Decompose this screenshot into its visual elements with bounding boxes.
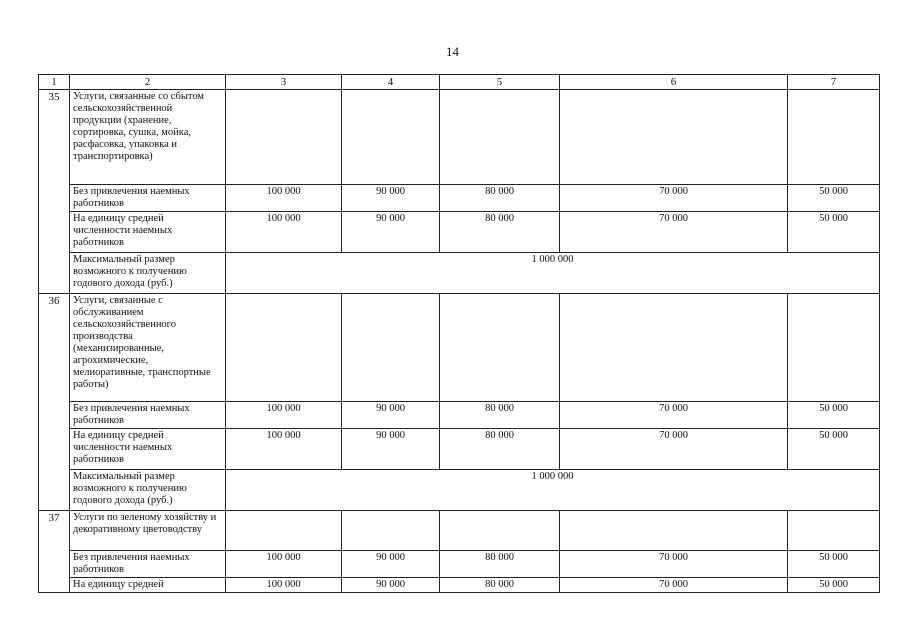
value-cell: 100 000	[226, 402, 342, 429]
value-cell: 90 000	[342, 212, 440, 253]
value-cell: 80 000	[440, 402, 560, 429]
max-income-label: Максимальный размер возможного к получению годового дохода (руб.)	[70, 470, 226, 511]
empty-cell	[560, 90, 788, 185]
table-row	[39, 470, 880, 511]
table-row	[39, 185, 880, 212]
value-cell: 90 000	[342, 551, 440, 578]
table-row	[39, 402, 880, 429]
empty-cell	[226, 90, 342, 185]
row-number: 35	[39, 90, 70, 294]
empty-cell	[788, 90, 880, 185]
value-cell: 100 000	[226, 212, 342, 253]
sub-label: Без привлечения наемных работников	[70, 185, 226, 212]
value-cell: 90 000	[342, 402, 440, 429]
value-cell: 50 000	[788, 551, 880, 578]
value-cell: 80 000	[440, 578, 560, 593]
empty-cell	[440, 511, 560, 551]
column-header: 5	[440, 75, 560, 90]
sub-label: На единицу средней	[70, 578, 226, 593]
table-row	[39, 578, 880, 593]
empty-cell	[226, 511, 342, 551]
table-row	[39, 429, 880, 470]
empty-cell	[226, 294, 342, 402]
value-cell: 80 000	[440, 429, 560, 470]
service-title: Услуги, связанные со сбытом сельскохозяйственной продукции (хранение, сортировка, сушка, мойка, расфасовка, упаковка и транспортировка)	[70, 90, 226, 185]
row-number: 37	[39, 511, 70, 593]
value-cell: 80 000	[440, 185, 560, 212]
value-cell: 80 000	[440, 212, 560, 253]
value-cell: 50 000	[788, 429, 880, 470]
column-header: 4	[342, 75, 440, 90]
sub-label: На единицу средней численности наемных работников	[70, 212, 226, 253]
empty-cell	[342, 90, 440, 185]
table-row	[39, 511, 880, 551]
value-cell: 50 000	[788, 402, 880, 429]
empty-cell	[440, 294, 560, 402]
column-header: 2	[70, 75, 226, 90]
empty-cell	[788, 511, 880, 551]
value-cell: 100 000	[226, 578, 342, 593]
service-title: Услуги по зеленому хозяйству и декоративному цветоводству	[70, 511, 226, 551]
service-title: Услуги, связанные с обслуживанием сельскохозяйственного производства (механизированные, агрохимические, мелиоративные, транспортные работы)	[70, 294, 226, 402]
value-cell: 100 000	[226, 551, 342, 578]
value-cell: 70 000	[560, 212, 788, 253]
table-row	[39, 90, 880, 185]
value-cell: 100 000	[226, 185, 342, 212]
table-row	[39, 253, 880, 294]
empty-cell	[342, 511, 440, 551]
max-income-value: 1 000 000	[226, 253, 880, 294]
empty-cell	[560, 511, 788, 551]
value-cell: 50 000	[788, 185, 880, 212]
value-cell: 70 000	[560, 402, 788, 429]
value-cell: 90 000	[342, 185, 440, 212]
sub-label: Без привлечения наемных работников	[70, 551, 226, 578]
value-cell: 90 000	[342, 578, 440, 593]
column-header: 7	[788, 75, 880, 90]
value-cell: 80 000	[440, 551, 560, 578]
empty-cell	[342, 294, 440, 402]
value-cell: 70 000	[560, 429, 788, 470]
sub-label: На единицу средней численности наемных работников	[70, 429, 226, 470]
page-number: 14	[446, 44, 459, 59]
max-income-label: Максимальный размер возможного к получению годового дохода (руб.)	[70, 253, 226, 294]
tariff-table	[38, 74, 880, 593]
empty-cell	[440, 90, 560, 185]
value-cell: 50 000	[788, 578, 880, 593]
empty-cell	[788, 294, 880, 402]
value-cell: 100 000	[226, 429, 342, 470]
sub-label: Без привлечения наемных работников	[70, 402, 226, 429]
table-row	[39, 551, 880, 578]
value-cell: 70 000	[560, 185, 788, 212]
value-cell: 50 000	[788, 212, 880, 253]
table-row	[39, 294, 880, 402]
value-cell: 70 000	[560, 551, 788, 578]
column-header: 6	[560, 75, 788, 90]
column-header: 1	[39, 75, 70, 90]
value-cell: 70 000	[560, 578, 788, 593]
value-cell: 90 000	[342, 429, 440, 470]
column-header: 3	[226, 75, 342, 90]
table-row	[39, 212, 880, 253]
column-header-row	[39, 75, 880, 90]
empty-cell	[560, 294, 788, 402]
row-number: 36	[39, 294, 70, 511]
max-income-value: 1 000 000	[226, 470, 880, 511]
